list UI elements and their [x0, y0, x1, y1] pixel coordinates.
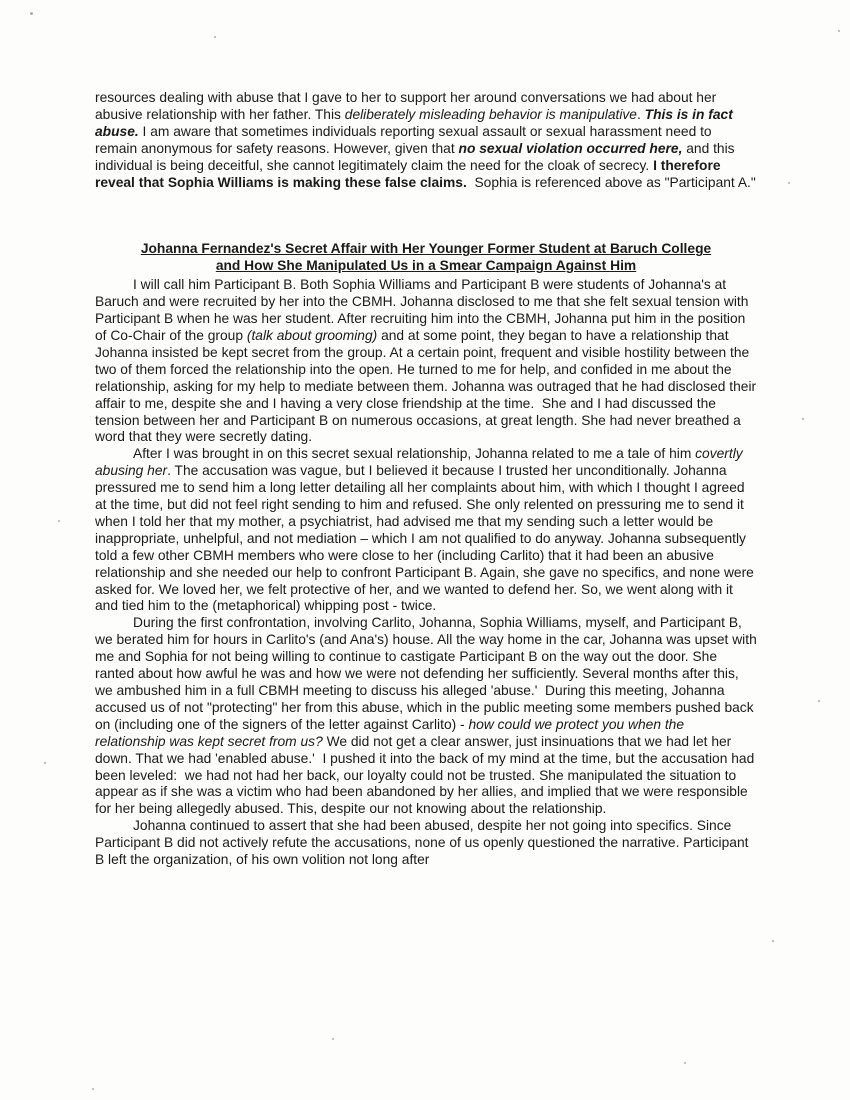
scan-speck [214, 36, 216, 38]
text-run-italic: (talk about grooming) [246, 327, 378, 343]
text-run-normal: resources dealing with abuse that I gave to her to support her around conversations we had about her abusive relationship with her father. This [95, 90, 721, 122]
text-run-italic: how could we protect you when the relationship was kept secret from us? [95, 716, 688, 749]
scan-speck [58, 520, 60, 522]
paragraph-continued-assertions [95, 818, 757, 869]
text-run-normal: and this individual is being deceitful, she cannot legitimately claim the need for the cloak of secrecy. [95, 140, 739, 173]
text-run-normal: Sophia is referenced above as "Participant A." [466, 174, 756, 190]
text-run-normal: We did not get a clear answer, just insinuations that we had let her down. That we had 'enabled abuse.' I pushed it into the back of my mind at the time, but the accusation had been leveled: we had not had her back, our loyalty could not be trusted. She manipulated the situation to appear as if she was a victim who had been abandoned by her allies, and implied that we were responsible for her being allegedly abused. This, despite our not knowing about the relationship. [95, 733, 759, 817]
section-heading-line-2: and How She Manipulated Us in a Smear Campaign Against Him [215, 258, 637, 274]
section-heading [95, 241, 757, 275]
text-run-normal: . The accusation was vague, but I believed it because I trusted her unconditionally. Johanna pressured me to send him a long letter detailing all her complaints about him, with which I thought I agreed at the time, but did not feel right sending to him and refused. She only relented on pressuring me to send it when I told her that my mother, a psychiatrist, had advised me that my sending such a letter would be inappropriate, unhelpful, and not mediation – which I am not qualified to do anyway. Johanna subsequently told a few other CBMH members who were close to her (including Carlito) that it had been an abusive relationship and she needed our help to confront Participant B. Again, she gave no specifics, and none were asked for. We loved her, we felt protective of her, and we wanted to defend her. So, we went along with it and tied him to the (metaphorical) whipping post - twice. [95, 463, 758, 614]
scan-speck [772, 940, 774, 942]
text-run-bold-italic: no sexual violation occurred here, [458, 140, 683, 156]
scan-speck [818, 700, 820, 702]
text-run-normal: . [636, 106, 645, 122]
text-run-bold-italic: This is in fact abuse. [95, 106, 737, 139]
text-run-normal: I will call him Participant B. Both Sophia Williams and Participant B were students of Johanna's at Baruch and were recruited by her into the CBMH. Johanna disclosed to me that she felt sexual tension with Participant B when he was her student. After recruiting him into the CBMH, Johanna put him in the position of Co-Chair of the group [95, 277, 753, 343]
text-run-italic: deliberately misleading behavior is manipulative [344, 106, 637, 122]
text-run-normal: I am aware that sometimes individuals reporting sexual assault or sexual harassment need to remain anonymous for safety reasons. However, given that [95, 123, 716, 156]
scan-speck [332, 1038, 334, 1040]
scanned-document-page [95, 90, 761, 869]
scan-speck [92, 1088, 94, 1090]
scan-speck [802, 418, 804, 420]
scan-speck [788, 182, 790, 184]
paragraph-first-confrontation [95, 615, 761, 818]
text-run-normal: Johanna continued to assert that she had been abused, despite her not going into specifics. Since Participant B did not actively refute the accusations, none of us openly questioned the narrative. Participant B left the organization, of his own volition not long after [95, 818, 753, 868]
paragraph-participant-b [95, 277, 760, 446]
scan-speck [684, 1062, 686, 1064]
text-run-normal: After I was brought in on this secret sexual relationship, Johanna related to me a tale of him [133, 446, 696, 462]
paragraph-continuation-intro [95, 90, 757, 191]
scan-speck [30, 12, 33, 15]
paragraph-secret-relationship [95, 446, 757, 615]
text-run-italic: covertly abusing her [95, 446, 747, 479]
scan-speck [838, 30, 840, 32]
text-run-normal: During the first confrontation, involving Carlito, Johanna, Sophia Williams, myself, and Participant B, we berated him for hours in Carlito's (and Ana's) house. All the way home in the car, Johanna was upset with me and Sophia for not being willing to continue to castigate Participant B on the way out the door. She ranted about how awful he was and how we were not defending her sufficiently. Several months after this, we ambushed him in a full CBMH meeting to discuss his alleged 'abuse.' During this meeting, Johanna accused us of not "protecting" her from this abuse, which in the public meeting some members pushed back on (including one of the signers of the letter against Carlito) - [95, 615, 761, 732]
text-run-normal: and at some point, they began to have a relationship that Johanna insisted be kept secret from the group. At a certain point, frequent and visible hostility between the two of them forced the relationship into the open. He turned to me for help, and confided in me about the relationship, asking for my help to mediate between them. Johanna was outraged that he had disclosed their affair to me, despite she and I having a very close friendship at the time. She and I had discussed the tension between her and Participant B on numerous occasions, at great length. She had never breathed a word that they were secretly dating. [95, 327, 760, 445]
scan-speck [44, 762, 46, 764]
text-run-bold: I therefore reveal that Sophia Williams is making these false claims. [95, 157, 725, 190]
section-heading-line-1: Johanna Fernandez's Secret Affair with Her Younger Former Student at Baruch College [140, 241, 712, 257]
